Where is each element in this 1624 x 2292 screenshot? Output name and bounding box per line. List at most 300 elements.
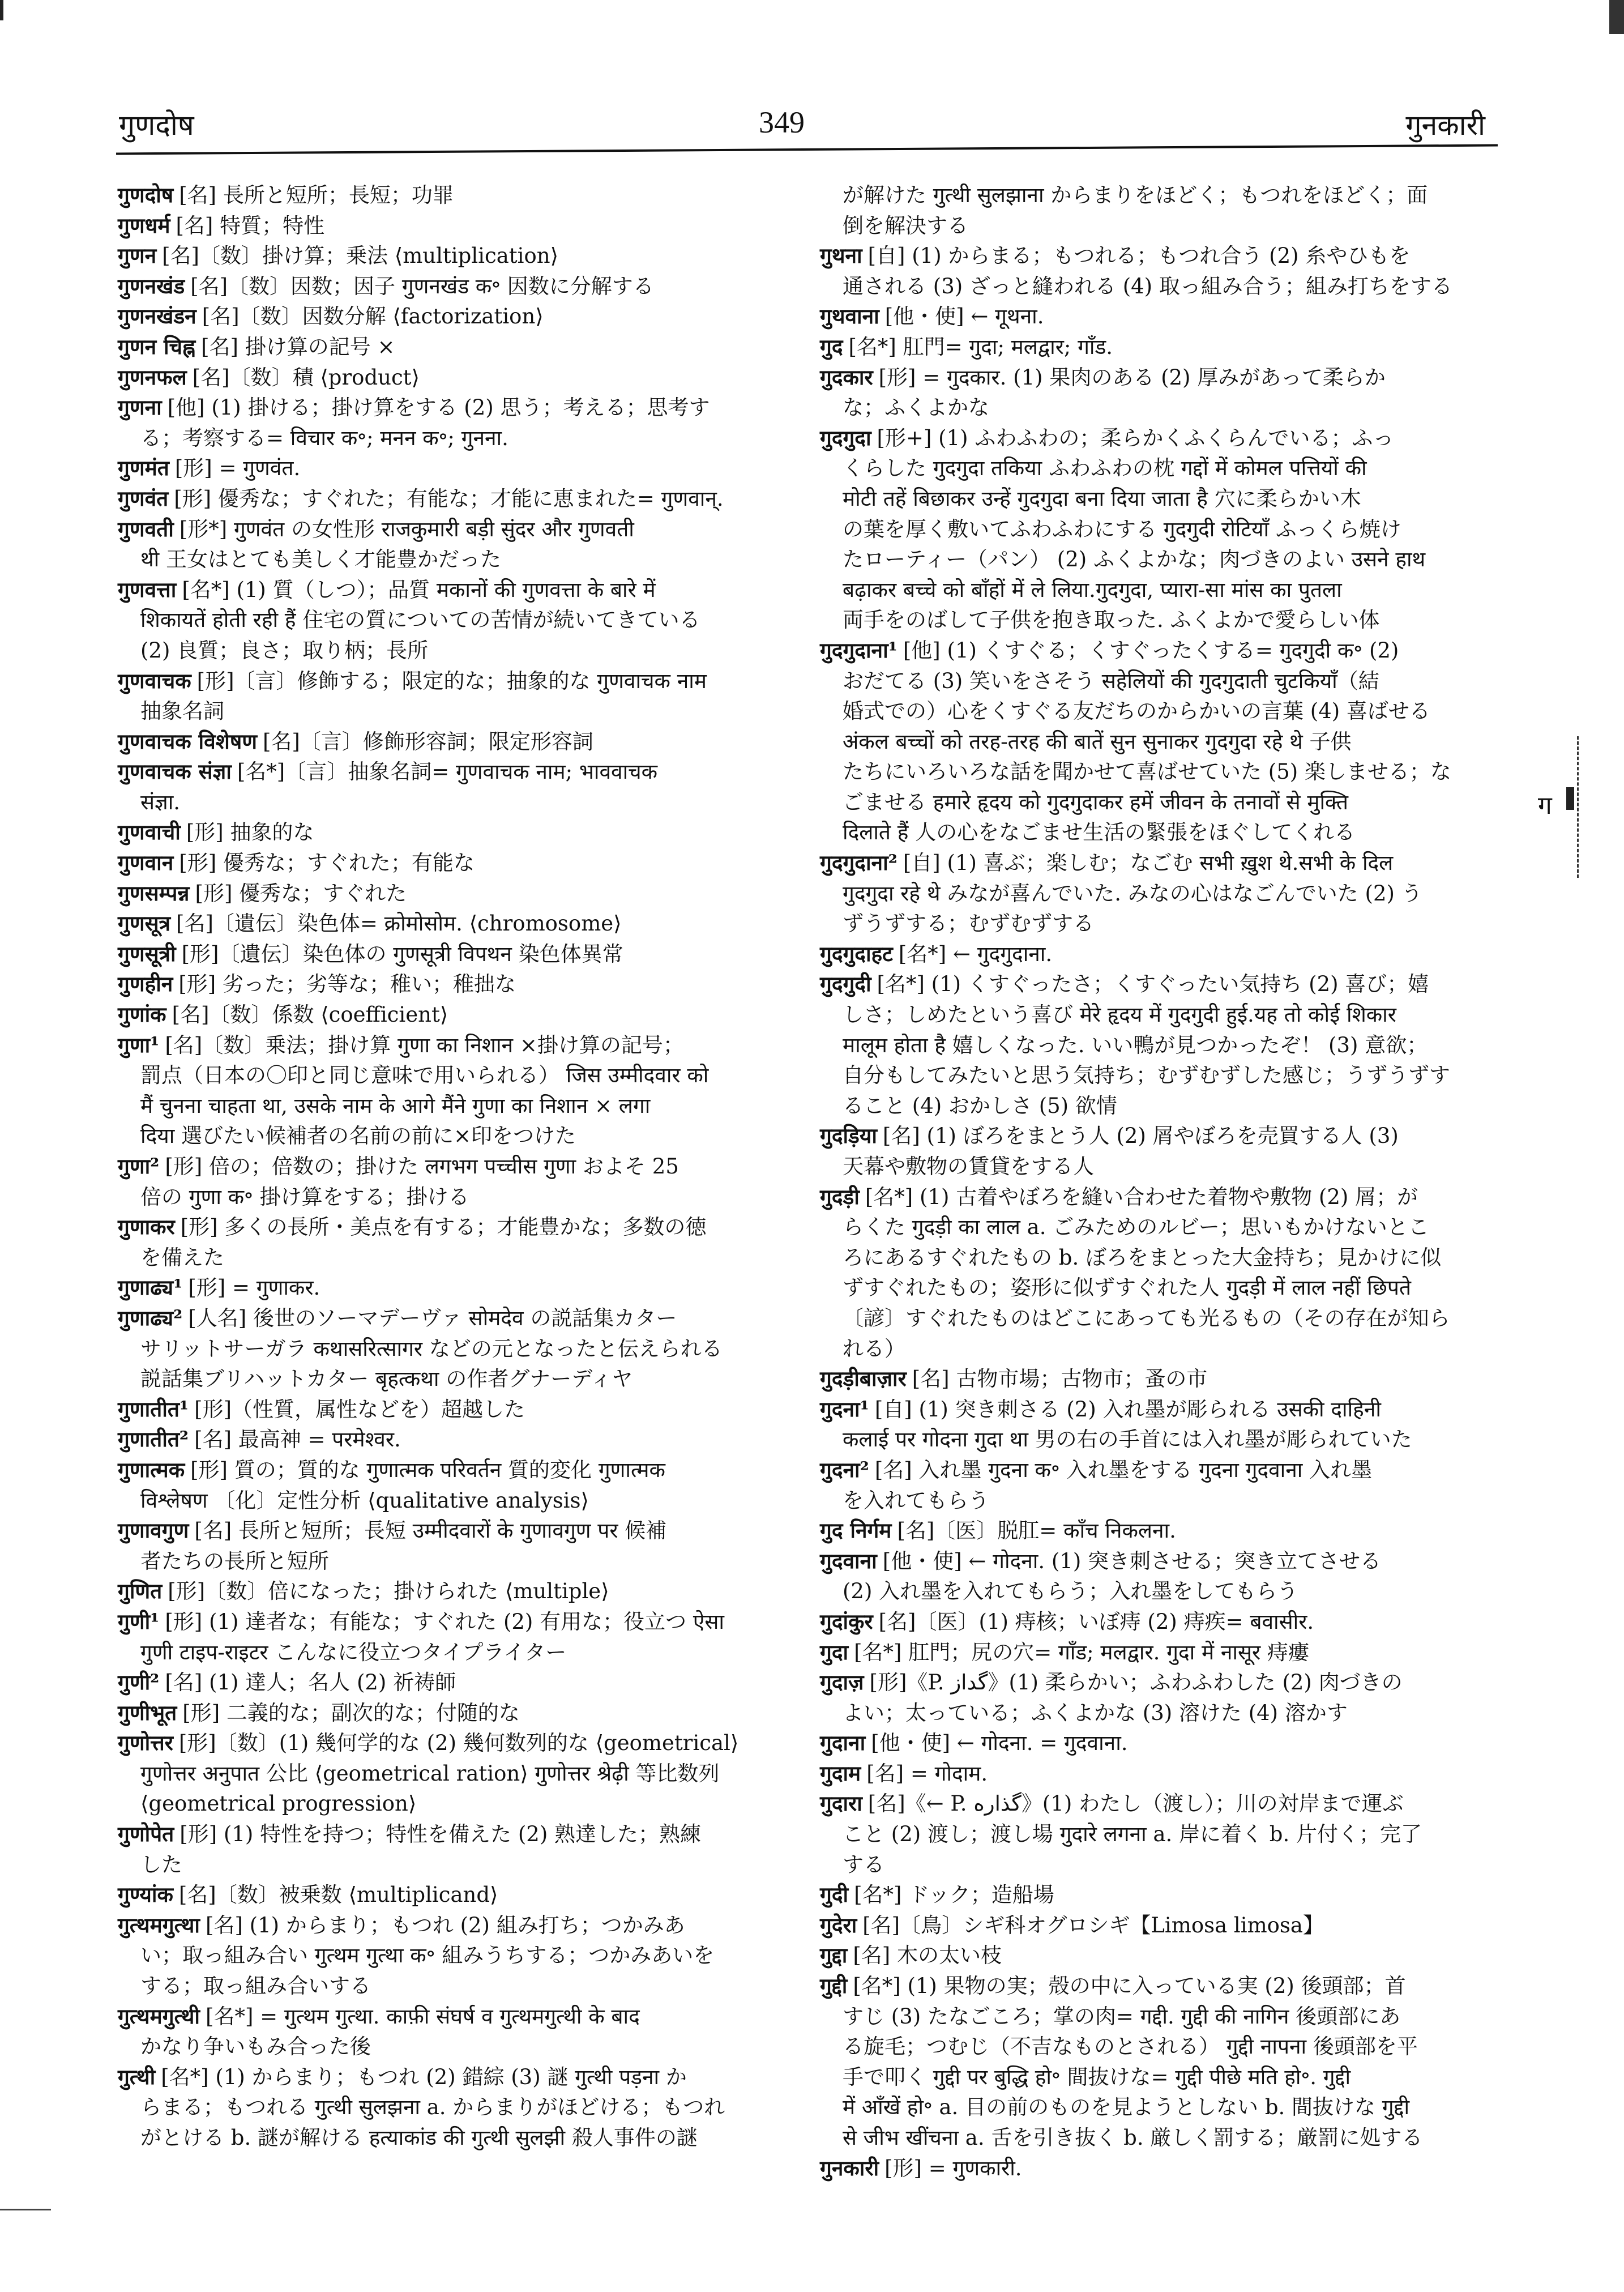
entry-line [118, 757, 803, 787]
entry-line [118, 2001, 803, 2032]
entry-line [118, 1394, 803, 1425]
definition-text: [名*] (1) 質（しつ）；品質 मकानों की गुणवत्ता के बारे में [182, 577, 656, 602]
headword: गुणावगुण [118, 1518, 189, 1543]
headword: गुनकारी [820, 2155, 879, 2180]
entry-line [118, 878, 803, 909]
entry-line [118, 1000, 803, 1030]
entry-continuation-line [820, 1424, 1499, 1455]
entry-line [820, 332, 1499, 362]
scan-edge-mark [0, 0, 3, 20]
entry-continuation-line [820, 1243, 1499, 1273]
definition-text: ずうずする；むずむずする [843, 911, 1094, 936]
entry-continuation-line [118, 2123, 803, 2153]
entry-line [118, 1303, 803, 1334]
definition-text: गुदगुदा रहे थे みなが喜んでいた. みなの心はなごんでいた (2) う [843, 881, 1422, 906]
entry-line [820, 301, 1499, 332]
headword: गुणदोष [118, 182, 174, 207]
entry-continuation-line [118, 1060, 803, 1091]
headword: गुणांक [118, 1002, 166, 1027]
definition-text: [形]〔数〕倍になった；掛けられた ⟨multiple⟩ [168, 1579, 609, 1604]
definition-text: [他・使] ← गोदना. (1) 突き刺させる；突き立てさせる [882, 1548, 1382, 1573]
entry-line [118, 1607, 803, 1637]
definition-text: たちにいろいろな話を聞かせて喜ばせていた (5) 楽しませる；な [843, 759, 1451, 784]
definition-text: दिलाते हैं 人の心をなごませ生活の緊張をほぐしてくれる [843, 820, 1356, 845]
definition-text: い；取っ組み合い गुत्थम गुत्था क॰ 組みうちする；つかみあいを [140, 1943, 715, 1968]
entry-line [820, 1759, 1499, 1789]
entry-continuation-line [118, 696, 803, 727]
definition-text: (2) 良質；良さ；取り柄；長所 [140, 638, 429, 663]
definition-text: 通される (3) ざっと縫われる (4) 取っ組み合う；組み打ちをする [843, 274, 1452, 298]
headword: गुदगुदाहट [820, 941, 893, 966]
definition-text: ずすぐれたもの；姿形に似ずすぐれた人 गुदड़ी में लाल नहीं छिपते [843, 1275, 1411, 1300]
definition-text: らくた गुदड़ी का लाल a. ごみためのルビー；思いもかけないとこ [843, 1215, 1429, 1240]
definition-text: [名] 長所と短所；長短 उम्मीदवारों के गुणावगुण पर 候補 [194, 1518, 667, 1543]
headword: गुणाकर [118, 1214, 175, 1240]
entry-continuation-line [118, 1940, 803, 1971]
definition-text: [自] (1) からまる；もつれる；もつれ合う (2) 糸やひもを [867, 244, 1411, 268]
entry-line [118, 484, 803, 514]
definition-text: [名] 入れ墨 गुदना क॰ 入れ墨をする गुदना गुदवाना 入れ墨 [874, 1457, 1373, 1482]
definition-text: थी 王女はとても美しく才能豊かだった [140, 547, 501, 572]
headword: गुण्यांक [118, 1882, 173, 1907]
entry-line [820, 1728, 1499, 1759]
entry-line [820, 1607, 1499, 1637]
definition-text: [名]〔医〕脱肛= काँच निकलना. [897, 1518, 1176, 1543]
headword: गुथवाना [820, 304, 879, 329]
definition-text: [名]〔医〕(1) 痔核；いぼ痔 (2) 痔疾= बवासीर. [878, 1609, 1314, 1634]
entry-line [118, 817, 803, 848]
headword: गुदेरा [820, 1912, 857, 1937]
definition-text: [自] (1) 突き刺さる (2) 入れ墨が彫られる उसकी दाहिनी [874, 1397, 1381, 1422]
definition-text: [名*] (1) 果物の実；殻の中に入っている実 (2) 後頭部；首 [853, 1974, 1406, 1999]
entry-line [820, 1394, 1499, 1425]
entry-line [820, 1516, 1499, 1546]
entry-continuation-line [820, 817, 1499, 848]
entry-line [118, 575, 803, 605]
entry-line [820, 1667, 1499, 1698]
definition-text: [名*] = गुत्थम गुत्था. काफ़ी संघर्ष व गुत्थमगुत्थी के बाद [206, 2004, 640, 2029]
headword: गुणवंत [118, 485, 169, 511]
definition-text: [形] 劣った；劣等な；稚い；稚拙な [178, 972, 516, 997]
entry-continuation-line [118, 1637, 803, 1668]
entry-continuation-line [118, 423, 803, 454]
entry-continuation-line [820, 2062, 1499, 2093]
definition-text: [他・使] ← गोदना. = गुदवाना. [871, 1731, 1128, 1756]
definition-text: [形] = गुणवंत. [174, 456, 301, 481]
entry-continuation-line [820, 514, 1499, 545]
entry-continuation-line [820, 1819, 1499, 1850]
definition-text: 〔諺〕すぐれたものはどこにあっても光るもの（その存在が知ら [843, 1305, 1450, 1330]
headword: गुणवाचक संज्ञा [118, 759, 232, 784]
definition-text: [名]〔数〕係数 ⟨coefficient⟩ [172, 1002, 448, 1027]
headword: गुदड़ी [820, 1184, 860, 1209]
definition-text: [形] 二義的な；副次的な；付随的な [182, 1700, 520, 1725]
headword: गुदी [820, 1882, 849, 1907]
definition-text: [他] (1) くすぐる；くすぐったくする= गुदगुदी क॰ (2) [903, 638, 1399, 663]
thumb-index-letter: ग [1538, 791, 1552, 820]
headword: गुदगुदाना² [820, 850, 898, 876]
definition-text: 罰点（日本の〇印と同じ意味で用いられる） जिस उम्मीदवार को [140, 1063, 709, 1088]
entry-line [118, 301, 803, 332]
definition-text: [名]〔言〕修飾形容詞；限定形容詞 [262, 729, 593, 754]
headword: गुणवाची [118, 820, 181, 845]
definition-text: [名]〔数〕因数；因子 गुणनखंड क॰ 因数に分解する [190, 274, 654, 298]
headword: गुदगुदाना¹ [820, 637, 898, 663]
definition-text: [名*] (1) 古着やぼろを縫い合わせた着物や敷物 (2) 屑；が [865, 1184, 1418, 1209]
definition-text: [名]〔数〕被乗数 ⟨multiplicand⟩ [178, 1883, 498, 1907]
entry-continuation-line [820, 1303, 1499, 1334]
entry-continuation-line [118, 1334, 803, 1364]
entry-continuation-line [820, 696, 1499, 727]
headword: गुद [820, 334, 843, 359]
entry-continuation-line [820, 1576, 1499, 1607]
entry-line [820, 635, 1499, 666]
definition-text: な；ふくよかな [843, 395, 989, 420]
entry-line [820, 241, 1499, 271]
definition-text: を入れてもらう [843, 1488, 989, 1513]
entry-line [118, 1151, 803, 1182]
headword: गुणी² [118, 1670, 160, 1695]
headword: गुणातीत² [118, 1427, 189, 1452]
headword: गुत्थमगुत्थी [118, 2003, 200, 2029]
entry-line [118, 1910, 803, 1941]
entry-line [118, 1212, 803, 1243]
definition-text: る；考察する= विचार क॰; मनन क॰; गुनना. [140, 425, 508, 450]
entry-continuation-line [820, 2123, 1499, 2153]
definition-text: [形] 質の；質的な गुणात्मक परिवर्तन 質的変化 गुणात्मक [190, 1457, 665, 1482]
headword: गुणन चिह्न [118, 334, 196, 359]
definition-text: संज्ञा. [140, 789, 181, 814]
headword: गुणातीत¹ [118, 1396, 189, 1422]
definition-text: अंकल बच्चों को तरह-तरह की बातें सुन सुनाकर गुदगुदा रहे थे 子供 [843, 729, 1352, 754]
headword: गुणवती [118, 516, 174, 541]
entry-continuation-line [820, 878, 1499, 909]
entry-continuation-line [118, 1243, 803, 1273]
definition-text: 両手をのばして子供を抱き取った. ふくよかで愛らしい体 [843, 608, 1380, 633]
entry-continuation-line [118, 1759, 803, 1789]
headword: गुणनखंडन [118, 304, 196, 329]
headword: गुणोत्तर [118, 1730, 173, 1756]
definition-text: कलाई पर गोदना गुदा था 男の右の手首には入れ墨が彫られていた [843, 1427, 1412, 1452]
entry-continuation-line [820, 908, 1499, 939]
definition-text: [形] 優秀な；すぐれた；有能な [179, 851, 475, 876]
definition-text: [形] 抽象的な [186, 820, 314, 845]
headword: गुणहीन [118, 971, 173, 997]
definition-text: [名] 長所と短所；長短；功罪 [179, 183, 454, 207]
headword: गुदना² [820, 1457, 869, 1482]
definition-text: [名]〔遺伝〕染色体= क्रोमोसोम. ⟨chromosome⟩ [176, 911, 622, 936]
header-rule [116, 144, 1498, 155]
entry-line [820, 1182, 1499, 1213]
entry-continuation-line [820, 1060, 1499, 1091]
entry-continuation-line [118, 1364, 803, 1394]
definition-text: [名] 木の太い枝 [853, 1943, 1002, 1968]
entry-line [118, 1273, 803, 1303]
definition-text: [形] = गुणकारी. [884, 2156, 1022, 2180]
headword: गुणात्मक [118, 1457, 185, 1482]
definition-text: が解けた गुत्थी सुलझाना からまりをほどく；もつれをほどく；面 [843, 183, 1428, 207]
entry-continuation-line [820, 1091, 1499, 1121]
definition-text: [名*] (1) からまり；もつれ (2) 錯綜 (3) 謎 गुत्थी पड़ना か [161, 2064, 687, 2089]
entry-continuation-line [118, 544, 803, 575]
entry-line [118, 727, 803, 757]
definition-text: [名*] ← गुदगुदाना. [898, 941, 1053, 966]
entry-line [820, 1637, 1499, 1668]
entry-line [118, 666, 803, 697]
headword: गुदारा [820, 1791, 862, 1816]
entry-continuation-line [820, 1698, 1499, 1728]
headword: गुदड़िया [820, 1123, 877, 1149]
definition-text: の葉を厚く敷いてふわふわにする गुदगुदी रोटियाँ ふっくら焼け [843, 517, 1401, 541]
entry-continuation-line [820, 2001, 1499, 2032]
headword: गुणवत्ता [118, 577, 177, 602]
headword: गुद्दी [820, 1973, 848, 1999]
entry-line [118, 1424, 803, 1455]
definition-text: 抽象名詞 [140, 699, 224, 724]
headword: गुदना¹ [820, 1396, 869, 1422]
entry-continuation-line [118, 2092, 803, 2123]
headword: गुदगुदी [820, 971, 871, 997]
entry-line [118, 1516, 803, 1546]
definition-text: こと (2) 渡し；渡し場 गुदारे लगना a. 岸に着く b. 片付く；完了 [843, 1822, 1422, 1847]
definition-text: मोटी तहें बिछाकर उन्हें गुदगुदा बना दिया जाता है 穴に柔らかい木 [843, 486, 1361, 511]
entry-continuation-line [820, 1273, 1499, 1303]
definition-text: मालूम होता है 嬉しくなった. いい鴨が見つかったぞ！ (3) 意欲； [843, 1032, 1428, 1057]
entry-continuation-line [118, 1121, 803, 1151]
entry-line [118, 453, 803, 484]
entry-continuation-line [820, 1000, 1499, 1030]
entry-line [820, 939, 1499, 970]
definition-text: [名] 古物市場；古物市；蚤の市 [912, 1367, 1208, 1392]
entry-line [820, 423, 1499, 454]
headword: गुणीभूत [118, 1700, 177, 1725]
definition-text: がとける b. 謎が解ける हत्याकांड की गुत्थी सुलझी 殺人事件の謎 [140, 2125, 698, 2150]
entry-continuation-line [820, 211, 1499, 241]
definition-text: すじ (3) たなごころ；掌の肉= गद्दी. गुद्दी की नागिन 後頭部にあ [843, 2004, 1401, 2029]
definition-text: ごませる हमारे हृदय को गुदगुदाकर हमें जीवन के तनावों से मुक्ति [843, 789, 1348, 814]
headword: गुणसम्पन्न [118, 880, 190, 906]
entry-continuation-line [118, 1789, 803, 1819]
definition-text: [形] (1) 特性を持つ；特性を備えた (2) 熟達した；熟練 [180, 1822, 702, 1847]
definition-text: る旋毛；つむじ（不吉なものとされる） गुद्दी नापना 後頭部を平 [843, 2034, 1418, 2059]
entry-line [820, 1910, 1499, 1941]
entry-continuation-line [820, 575, 1499, 605]
definition-text: [形]（性質，属性などを）超越した [194, 1397, 525, 1422]
entry-line [118, 1667, 803, 1698]
definition-text: [形+] (1) ふわふわの；柔らかくふくらんでいる；ふっ [877, 425, 1394, 450]
headword: गुणनखंड [118, 273, 185, 298]
headword: गुदाना [820, 1730, 866, 1756]
definition-text: [形]〔遺伝〕染色体の गुणसूत्री विपथन 染色体異常 [181, 941, 623, 966]
right-column [820, 180, 1499, 2183]
definition-text: दिया 選びたい候補者の名前の前に×印をつけた [140, 1124, 576, 1149]
scan-edge-mark [1609, 0, 1624, 34]
headword: गुणोपेत [118, 1821, 174, 1847]
definition-text: [名*] 肛門= गुदा; मलद्वार; गाँड. [848, 334, 1113, 359]
entry-line [118, 1880, 803, 1910]
entry-continuation-line [820, 544, 1499, 575]
headword: गुत्थी [118, 2064, 156, 2089]
entry-line [118, 211, 803, 241]
definition-text: [名]〔数〕積 ⟨product⟩ [192, 365, 420, 390]
entry-line [118, 1576, 803, 1607]
entry-line [118, 332, 803, 362]
definition-text: [名] = गोदाम. [866, 1761, 988, 1786]
entry-line [118, 2062, 803, 2093]
entry-continuation-line [820, 180, 1499, 211]
entry-continuation-line [820, 727, 1499, 757]
definition-text: [形] = गुणाकर. [188, 1275, 320, 1300]
entry-continuation-line [118, 2031, 803, 2062]
definition-text: से जीभ खींचना a. 舌を引き抜く b. 厳しく罰する；厳罰に処する [843, 2125, 1423, 2150]
entry-line [118, 271, 803, 302]
definition-text: らまる；もつれる गुत्थी सुलझना a. からまりがほどける；もつれ [140, 2095, 725, 2120]
definition-text: शिकायतें होती रही हैं 住宅の質についての苦情が続いてきている [140, 608, 700, 633]
page-number: 349 [759, 105, 805, 139]
headword: गुणमंत [118, 455, 169, 481]
entry-continuation-line [820, 605, 1499, 635]
definition-text: [名]〔鳥〕シギ科オグロシギ【Limosa limosa】 [862, 1913, 1324, 1937]
definition-text: 倍の गुणा क॰ 掛け算をする；掛ける [140, 1184, 469, 1209]
definition-text: しさ；しめたという喜び मेरे हृदय में गुदगुदी हुई.यह तो कोई शिकार [843, 1002, 1396, 1027]
headword: गुणाढ्य¹ [118, 1275, 183, 1300]
headword: गुदांकुर [820, 1608, 873, 1634]
entry-continuation-line [118, 1850, 803, 1880]
entry-line [820, 1880, 1499, 1910]
headword: गुणन [118, 243, 157, 268]
definition-text: かなり争いもみ合った後 [140, 2034, 371, 2059]
definition-text: ろにあるすぐれたもの b. ぼろをまとった大金持ち；見かけに似 [843, 1245, 1442, 1270]
definition-text: 天幕や敷物の賃貸をする人 [843, 1154, 1094, 1179]
definition-text: たローティー（パン） (2) ふくよかな；肉づきのよい उसने हाथ [843, 547, 1426, 572]
entry-continuation-line [820, 757, 1499, 787]
definition-text: गुणोत्तर अनुपात 公比 ⟨geometrical ration⟩ गुणोत्तर श्रेढ़ी 等比数列 [140, 1761, 720, 1786]
definition-text: [名] (1) ぼろをまとう人 (2) 屑やぼろを売買する人 (3) [882, 1124, 1399, 1149]
definition-text: [形]〔言〕修飾する；限定的な；抽象的な गुणवाचक नाम [196, 668, 707, 693]
headword: गुदड़ीबाज़ार [820, 1366, 907, 1392]
headword: गुणधर्म [118, 212, 170, 238]
entry-continuation-line [820, 1486, 1499, 1516]
definition-text: [形] 優秀な；すぐれた [195, 881, 407, 906]
headword: गुदाम [820, 1760, 861, 1786]
definition-text: [形] 多くの長所・美点を有する；才能豊かな；多数の徳 [180, 1215, 707, 1240]
definition-text: ること (4) おかしさ (5) 欲情 [843, 1093, 1117, 1118]
entry-line [118, 362, 803, 393]
entry-line [820, 2153, 1499, 2184]
headword: गुणनफल [118, 364, 187, 390]
entry-continuation-line [820, 484, 1499, 514]
headword: गुदकार [820, 364, 873, 390]
entry-line [820, 1455, 1499, 1486]
definition-text: 者たちの長所と短所 [140, 1548, 329, 1573]
entry-continuation-line [820, 1151, 1499, 1182]
headword: गुणवान [118, 850, 174, 876]
entry-continuation-line [820, 666, 1499, 697]
entry-continuation-line [118, 1182, 803, 1213]
entry-continuation-line [820, 2031, 1499, 2062]
headword: गुणित [118, 1578, 163, 1604]
entry-continuation-line [820, 1212, 1499, 1243]
entry-continuation-line [118, 1971, 803, 2001]
entry-continuation-line [118, 605, 803, 635]
headword: गुद निर्गम [820, 1518, 892, 1543]
definition-text: [他・使] ← गूथना. [884, 304, 1044, 329]
definition-text: 婚式での）心をくすぐる友だちのからかいの言葉 (4) 喜ばせる [843, 699, 1430, 724]
entry-line [118, 1030, 803, 1061]
headword: गुथना [820, 243, 862, 268]
definition-text: [自] (1) 喜ぶ；楽しむ；なごむ सभी ख़ुश थे.सभी के दिल [903, 851, 1394, 876]
definition-text: 倒を解決する [843, 213, 968, 238]
definition-text: [名] (1) からまり；もつれ (2) 組み打ち；つかみあ [206, 1913, 685, 1937]
definition-text: [名] 特質；特性 [176, 213, 325, 238]
entry-line [820, 362, 1499, 393]
entry-line [118, 939, 803, 970]
definition-text: [形] (1) 達者な；有能な；すぐれた (2) 有用な；役立つ ऐसा [165, 1609, 724, 1634]
entry-continuation-line [820, 392, 1499, 423]
definition-text: [名]〔数〕因数分解 ⟨factorization⟩ [202, 304, 544, 329]
headword: गुदवाना [820, 1548, 877, 1573]
headword: गुणा¹ [118, 1032, 160, 1057]
headword: गुणसूत्र [118, 911, 171, 936]
definition-text: [名*] (1) くすぐったさ；くすぐったい気持ち (2) 喜び；嬉 [877, 972, 1429, 997]
entry-continuation-line [118, 635, 803, 666]
definition-text: [形] 優秀な；すぐれた；有能な；才能に恵まれた= गुणवान्. [174, 486, 724, 511]
definition-text: [他] (1) 掛ける；掛け算をする (2) 思う；考える；思考す [167, 395, 710, 420]
entry-line [118, 514, 803, 545]
definition-text: [名]〔数〕掛け算；乗法 ⟨multiplication⟩ [162, 244, 559, 268]
right-guide-word: गुनकारी [1405, 109, 1485, 142]
definition-text: विश्लेषण 〔化〕定性分析 ⟨qualitative analysis⟩ [140, 1488, 589, 1513]
definition-text: [名]《← P. گذاره》(1) わたし（渡し）；川の対岸まで運ぶ [867, 1791, 1404, 1816]
headword: गुणवाचक विशेषण [118, 728, 257, 754]
definition-text: [名*] ドック；造船場 [854, 1883, 1054, 1907]
entry-line [118, 1819, 803, 1850]
entry-continuation-line [820, 271, 1499, 302]
entry-line [820, 1971, 1499, 2001]
definition-text: くらした गुदगुदा तकिया ふわふわの枕 गद्दों में कोमल पत्तियों की [843, 456, 1367, 481]
entry-continuation-line [820, 453, 1499, 484]
definition-text: 自分もしてみたいと思う気持ち；むずむずした感じ；うずうずす [843, 1063, 1450, 1088]
headword: गुणा² [118, 1154, 160, 1179]
definition-text: れる） [843, 1336, 905, 1361]
definition-text: を備えた [140, 1245, 224, 1270]
entry-line [118, 392, 803, 423]
definition-text: [形*] गुणवंत の女性形 राजकुमारी बड़ी सुंदर और गुणवती [179, 517, 634, 541]
entry-continuation-line [118, 1546, 803, 1577]
entry-continuation-line [820, 1334, 1499, 1364]
headword: गुणी¹ [118, 1608, 160, 1634]
definition-text: (2) 入れ墨を入れてもらう；入れ墨をしてもらう [843, 1579, 1298, 1604]
entry-line [820, 848, 1499, 878]
entry-continuation-line [118, 1091, 803, 1121]
definition-text: する；取っ組み合いする [140, 1974, 371, 1999]
definition-text: [名*]〔言〕抽象名詞= गुणवाचक नाम; भाववाचक [237, 759, 658, 784]
headword: गुत्थमगुत्था [118, 1912, 200, 1937]
headword: गुणवाचक [118, 668, 191, 693]
entry-continuation-line [820, 787, 1499, 818]
page-edge [1577, 736, 1581, 878]
definition-text: [名] 掛け算の記号 × [201, 334, 395, 359]
entry-continuation-line [820, 2092, 1499, 2123]
entry-line [118, 969, 803, 1000]
entry-line [820, 1940, 1499, 1971]
headword: गुदा [820, 1639, 849, 1664]
entry-line [118, 848, 803, 878]
entry-continuation-line [118, 787, 803, 818]
definition-text: よい；太っている；ふくよかな (3) 溶けた (4) 溶かす [843, 1700, 1348, 1725]
definition-text: [形] 倍の；倍数の；掛けた लगभग पच्चीस गुणा およそ 25 [165, 1154, 679, 1179]
headword: गुणना [118, 395, 162, 420]
